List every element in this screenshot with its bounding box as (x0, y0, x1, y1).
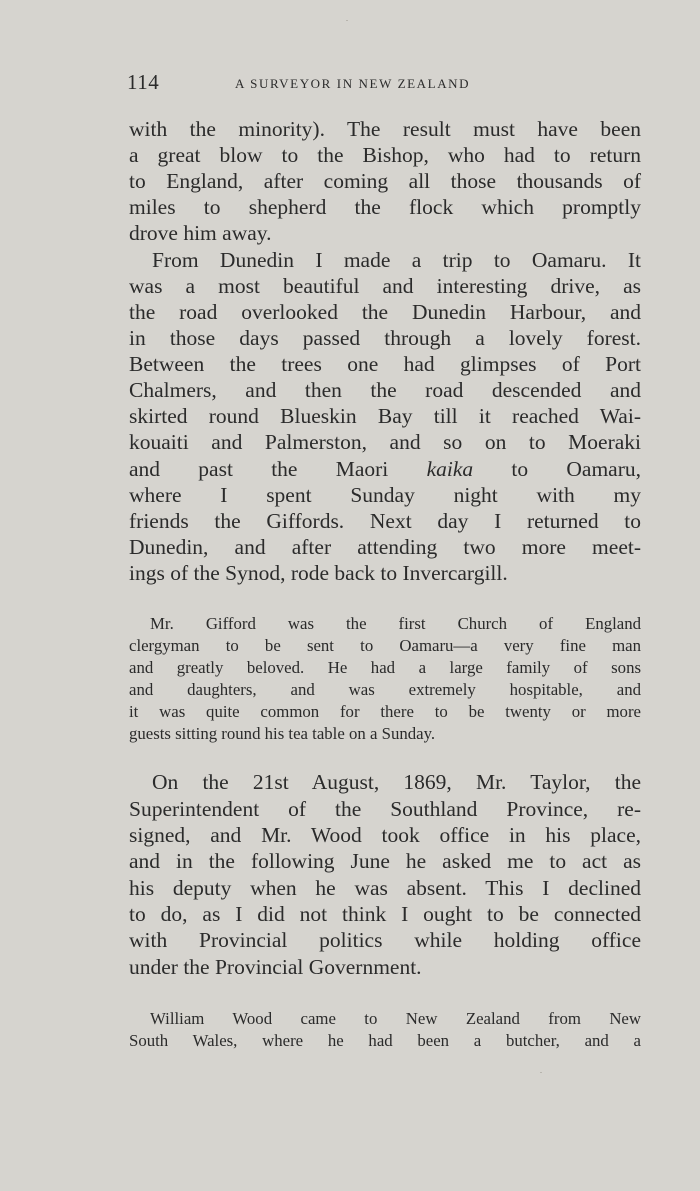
body-line: kouaiti and Palmerston, and so on to Moeraki (129, 430, 641, 454)
body-line: skirted round Blueskin Bay till it reached Wai- (129, 404, 641, 428)
paper-speck (346, 20, 348, 21)
body-line: signed, and Mr. Wood took office in his place, (129, 823, 641, 847)
paper-speck (540, 1072, 542, 1073)
body-line: his deputy when he was absent. This I declined (129, 876, 641, 900)
running-title: A SURVEYOR IN NEW ZEALAND (235, 76, 471, 91)
page-number: 114 (127, 70, 160, 94)
body-line: and in the following June he asked me to act as (129, 849, 641, 873)
body-line: Superintendent of the Southland Province, re- (129, 797, 641, 821)
body-line-segment: and past the Maori (129, 457, 427, 481)
body-line: with the minority). The result must have been (129, 117, 641, 141)
body-line: where I spent Sunday night with my (129, 483, 641, 507)
note-line: clergyman to be sent to Oamaru—a very fine man (129, 636, 641, 655)
note-line: it was quite common for there to be twenty or more (129, 702, 641, 721)
body-line: to do, as I did not think I ought to be connected (129, 902, 641, 926)
italic-word: kaika (426, 457, 474, 481)
body-line: friends the Giffords. Next day I returned to (129, 509, 641, 533)
page-header (127, 70, 641, 100)
body-line: a great blow to the Bishop, who had to return (129, 143, 641, 167)
body-line: to England, after coming all those thousands of (129, 169, 641, 193)
note-line: William Wood came to New Zealand from New (150, 1009, 641, 1028)
body-line: Dunedin, and after attending two more meet- (129, 535, 641, 559)
note-line: and greatly beloved. He had a large family of sons (129, 658, 641, 677)
note-line: Mr. Gifford was the first Church of England (150, 614, 641, 633)
body-line: drove him away. (129, 221, 272, 245)
note-line: South Wales, where he had been a butcher, and a (129, 1031, 641, 1050)
body-line: Chalmers, and then the road descended and (129, 378, 641, 402)
body-line: with Provincial politics while holding office (129, 928, 641, 952)
body-line: On the 21st August, 1869, Mr. Taylor, the (152, 770, 641, 794)
body-line: From Dunedin I made a trip to Oamaru. It (152, 248, 641, 272)
body-line: miles to shepherd the flock which promptly (129, 195, 641, 219)
body-line: the road overlooked the Dunedin Harbour, and (129, 300, 641, 324)
body-line: in those days passed through a lovely forest. (129, 326, 641, 350)
body-line (129, 457, 641, 482)
body-line: Between the trees one had glimpses of Port (129, 352, 641, 376)
note-line: guests sitting round his tea table on a Sunday. (129, 724, 436, 743)
body-line-segment: to Oamaru, (473, 457, 641, 481)
body-line: ings of the Synod, rode back to Invercargill. (129, 561, 508, 585)
body-line: under the Provincial Government. (129, 955, 422, 979)
body-line: was a most beautiful and interesting drive, as (129, 274, 641, 298)
note-line: and daughters, and was extremely hospitable, and (129, 680, 641, 699)
